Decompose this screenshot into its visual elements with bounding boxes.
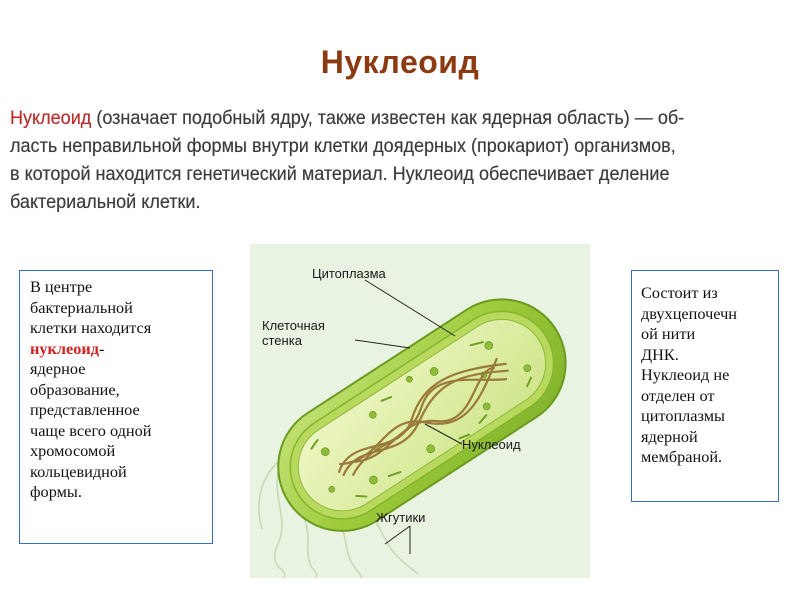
right-box-line: отделен от — [641, 385, 715, 405]
label-cytoplasm: Цитоплазма — [312, 266, 386, 281]
label-nucleoid: Нуклеоид — [462, 437, 521, 452]
left-box-line: образование, — [30, 379, 120, 399]
left-box-line: ядерное — [30, 359, 86, 378]
left-box-line: представленное — [30, 400, 140, 419]
label-cell-wall-1: Клеточная — [262, 318, 325, 333]
paragraph-term: Нуклеоид — [10, 107, 92, 129]
right-box-line: двухцепочечн — [641, 303, 737, 323]
paragraph-line-1 — [10, 104, 735, 132]
paragraph-line-3: в которой находится генетический материал. Нуклеоид обеспечивает деление — [10, 163, 670, 185]
left-box-line: хромосомой — [30, 441, 116, 460]
left-info-box — [19, 270, 213, 544]
left-box-keyword-line — [30, 339, 212, 360]
bacterium-illustration — [250, 244, 590, 578]
nucleoid-keyword: нуклеоид — [30, 338, 100, 358]
page-title: Нуклеоид — [320, 44, 480, 80]
keyword-suffix: - — [99, 338, 105, 358]
left-box-line: формы. — [30, 482, 82, 501]
paragraph-line-1-text: (означает подобный ядру, также известен как ядерная область) — об- — [91, 107, 685, 129]
right-box-line: ДНК. — [641, 344, 679, 364]
left-box-line: чаще всего одной — [30, 420, 152, 440]
right-box-line: Нуклеоид не — [641, 365, 730, 384]
label-flagella: Жгутики — [376, 510, 426, 525]
left-box-line: бактериальной — [30, 297, 133, 317]
right-box-line: цитоплазмы — [641, 406, 725, 425]
paragraph-line-4: бактериальной клетки. — [10, 191, 201, 213]
right-box-line: ядерной — [641, 426, 698, 446]
left-box-line: клетки находится — [30, 318, 152, 337]
left-box-line: В центре — [30, 277, 93, 296]
right-box-line: мембраной. — [641, 447, 723, 466]
right-info-box — [631, 270, 779, 502]
bacterium-figure — [250, 244, 590, 578]
right-box-line: Состоит из — [641, 283, 718, 302]
right-box-line: ой нити — [641, 324, 696, 343]
left-box-line: кольцевидной — [30, 461, 127, 481]
paragraph-line-2: ласть неправильной формы внутри клетки доядерных (прокариот) организмов, — [10, 135, 676, 157]
label-cell-wall-2: стенка — [262, 333, 302, 348]
definition-paragraph — [10, 104, 735, 216]
